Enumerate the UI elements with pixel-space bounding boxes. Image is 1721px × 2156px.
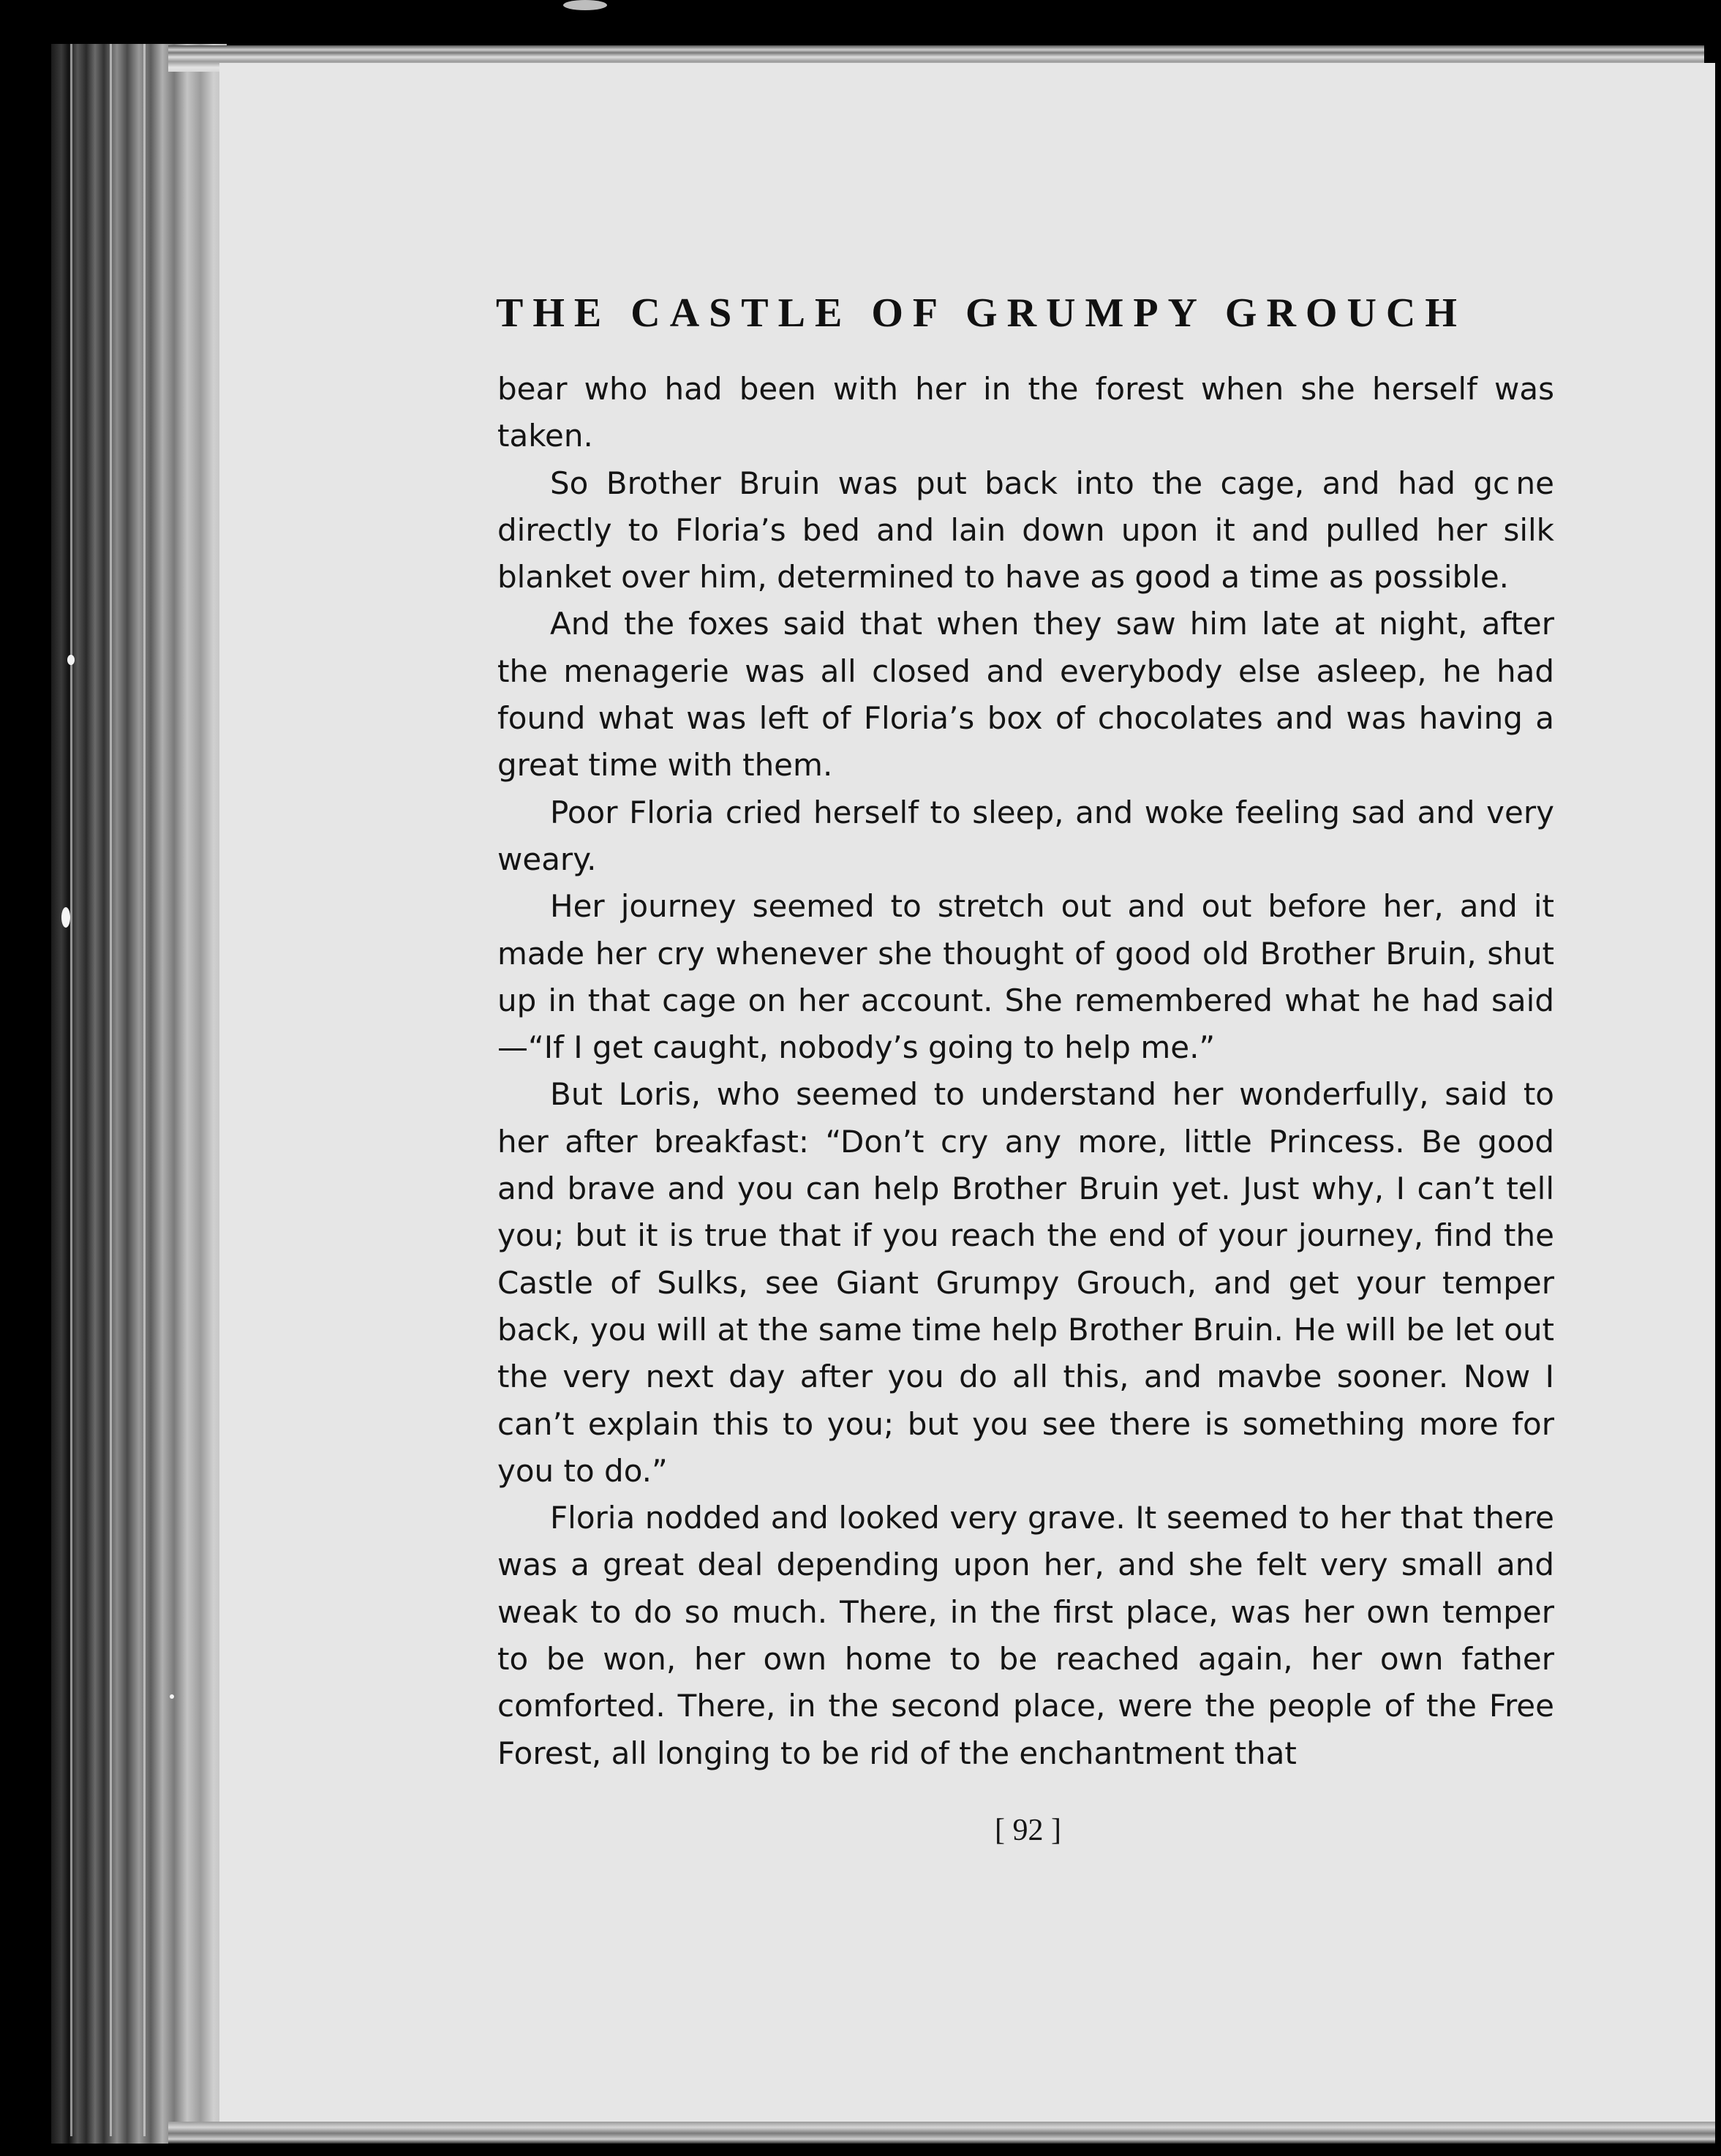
running-head: THE CASTLE OF GRUMPY GROUCH [496, 290, 1466, 336]
paragraph: Poor Floria cried herself to sleep, and woke feeling sad and very weary. [497, 794, 1554, 877]
scan-speck [170, 1694, 174, 1699]
paragraph: Her journey seemed to stretch out and out before her, and it made her cry whenever she thought of good old Brother Bruin, shut up in that cage on her account. She remembered what he had said—“If I get caught, nobody’s going to help me.” [497, 888, 1554, 1066]
page-edge-line [70, 44, 72, 2136]
page-bottom-edge [168, 2122, 1715, 2144]
paragraph: And the foxes said that when they saw him late at night, after the menagerie was all closed and everybody else asleep, he had found what was left of Floria’s box of chocolates and was having a great time with them. [497, 606, 1554, 784]
scan-speck [61, 907, 70, 928]
scan-speck [563, 0, 607, 10]
body-text [497, 366, 1554, 1777]
page-edge-line [143, 44, 146, 2136]
paragraph: Floria nodded and looked very grave. It seemed to her that there was a great deal depending upon her, and she felt very small and weak to do so much. There, in the first place, was her own temper to be won, her own home to be reached again, her own father comforted. There, in the second place, were the people of the Free Forest, all longing to be rid of the enchantment that [497, 1500, 1554, 1771]
scan-speck [67, 655, 75, 665]
paragraph: bear who had been with her in the forest when she herself was taken. [497, 371, 1554, 454]
page-edge-line [110, 44, 112, 2136]
book-spine-edge [51, 44, 227, 2144]
paragraph: But Loris, who seemed to understand her wonderfully, said to her after breakfast: “Don’t cry any more, little Princess. Be good and brave and you can help Brother Bruin yet. Just why, I can’t tell you; but it is true that if you reach the end of your journey, find the Castle of Sulks, see Giant Grumpy Grouch, and get your temper back, you will at the same time help Brother Bruin. He will be let out the very next day after you do all this, and mavbe sooner. Now I can’t explain this to you; but you see there is something more for you to do.” [497, 1076, 1554, 1489]
page-number: [ 92 ] [995, 1814, 1061, 1847]
paragraph: So Brother Bruin was put back into the cage, and had gc ne directly to Floria’s bed and lain down upon it and pulled her silk blanket over him, determined to have as good a time as possible. [497, 465, 1554, 596]
